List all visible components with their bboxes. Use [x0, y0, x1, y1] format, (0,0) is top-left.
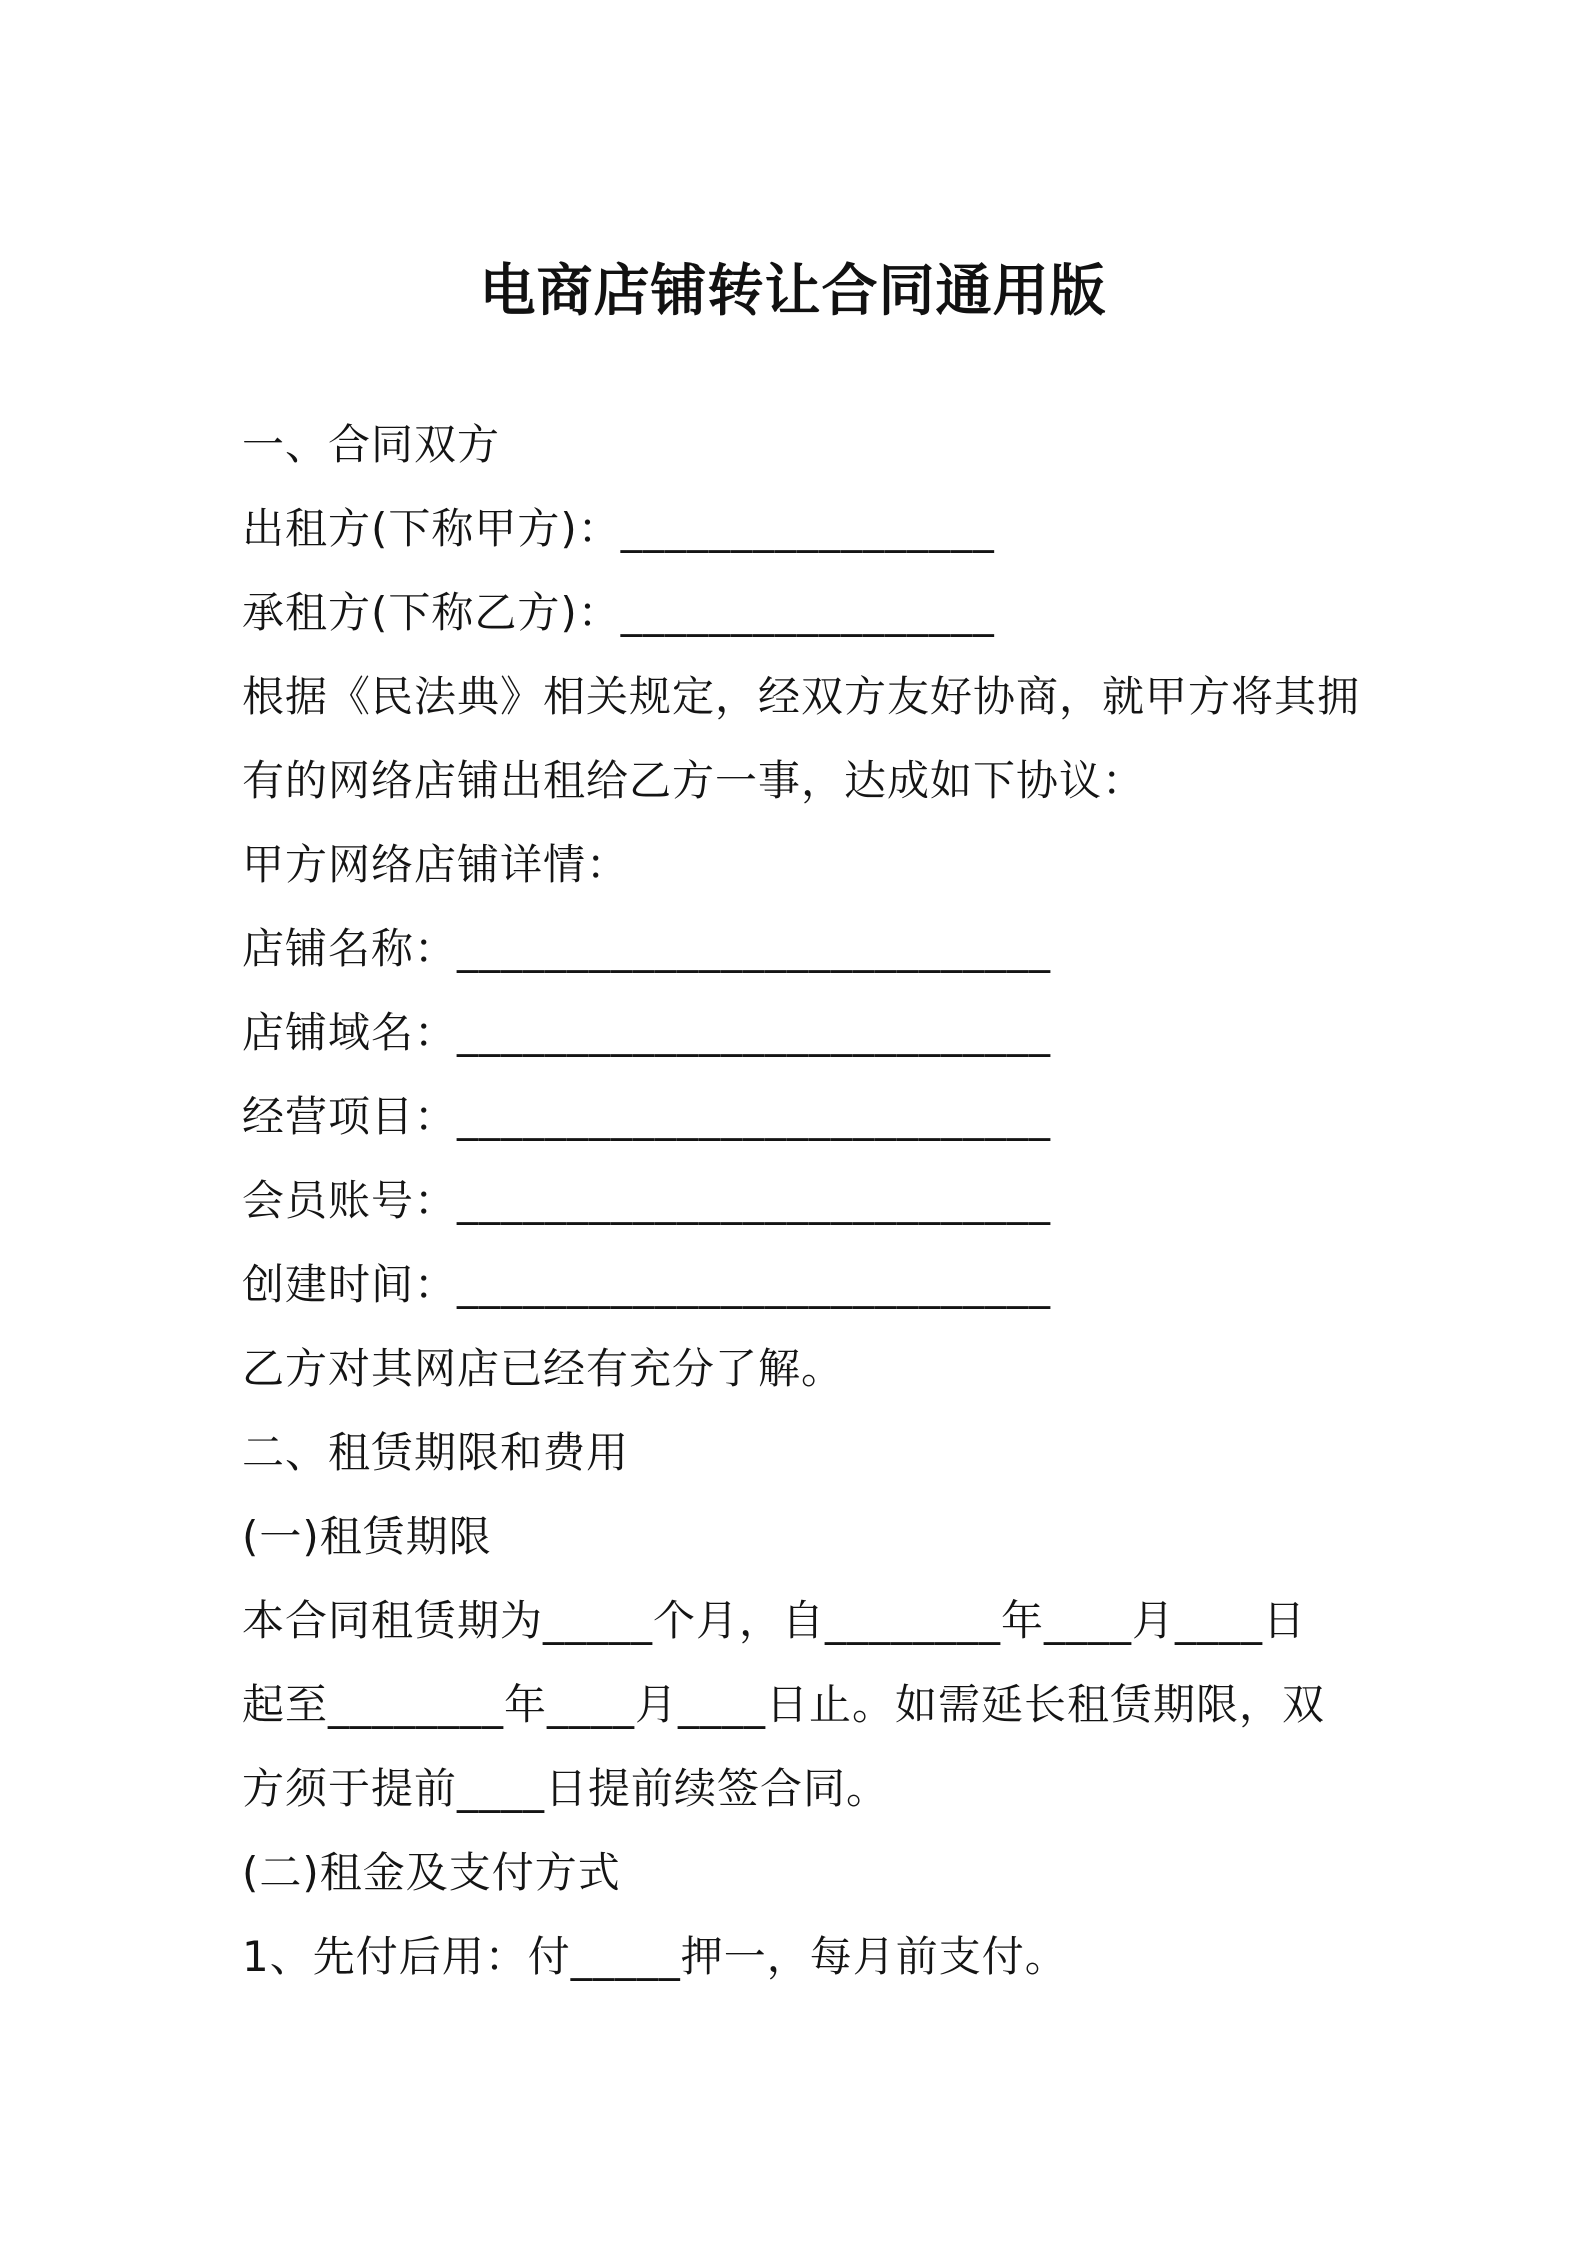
- store-domain-field-line: 店铺域名：___________________________: [242, 1008, 1052, 1057]
- paragraph-line: 本合同租赁期为_____个月，自________年____月____日: [242, 1596, 1307, 1645]
- business-scope-field-line: 经营项目：___________________________: [242, 1092, 1052, 1141]
- paragraph-line: 方须于提前____日提前续签合同。: [242, 1764, 890, 1813]
- paragraph-line: 乙方对其网店已经有充分了解。: [242, 1344, 845, 1393]
- lessor-field-line: 出租方(下称甲方)：_________________: [242, 504, 995, 553]
- paragraph-line: 根据《民法典》相关规定，经双方友好协商，就甲方将其拥: [242, 672, 1361, 721]
- member-account-field-line: 会员账号：___________________________: [242, 1176, 1052, 1225]
- section-heading-parties: 一、合同双方: [242, 420, 501, 469]
- lessee-field-line: 承租方(下称乙方)：_________________: [242, 588, 995, 637]
- paragraph-line: 起至________年____月____日止。如需延长租赁期限，双: [242, 1680, 1326, 1729]
- section-heading-lease: 二、租赁期限和费用: [242, 1428, 630, 1477]
- store-details-heading: 甲方网络店铺详情：: [242, 840, 630, 889]
- document-body: [242, 403, 1362, 1999]
- creation-time-field-line: 创建时间：___________________________: [242, 1260, 1052, 1309]
- subsection-heading-rent: (二)租金及支付方式: [242, 1848, 621, 1897]
- paragraph-line: 1、先付后用：付_____押一，每月前支付。: [242, 1932, 1068, 1981]
- subsection-heading-term: (一)租赁期限: [242, 1512, 492, 1561]
- document-title: 电商店铺转让合同通用版: [479, 259, 1107, 324]
- paragraph-line: 有的网络店铺出租给乙方一事，达成如下协议：: [242, 756, 1146, 805]
- store-name-field-line: 店铺名称：___________________________: [242, 924, 1052, 973]
